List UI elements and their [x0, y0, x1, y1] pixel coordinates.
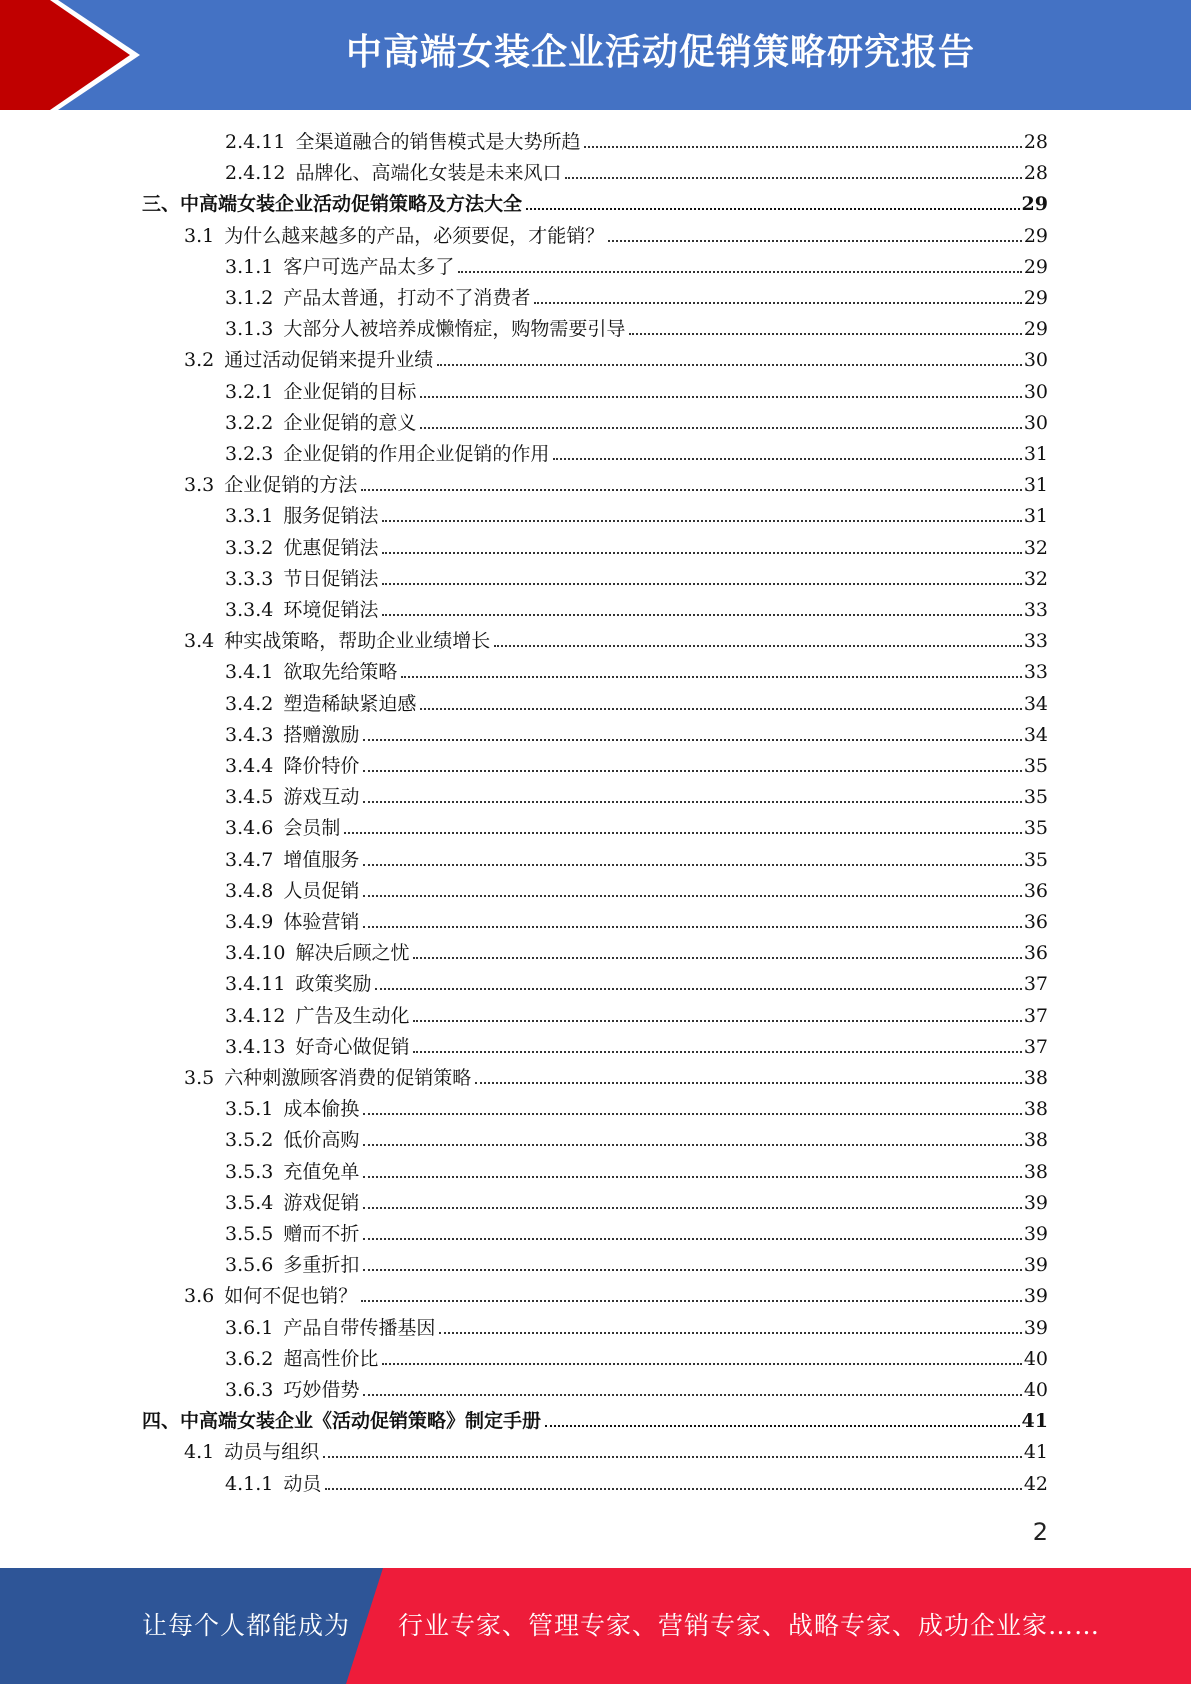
toc-entry[interactable]: [225, 283, 1048, 309]
toc-entry[interactable]: [225, 377, 1048, 403]
toc-entry-page: 29: [1023, 318, 1048, 341]
toc-entry-page: 41: [1021, 1410, 1048, 1433]
toc-entry-number: 3.5.1: [225, 1098, 274, 1121]
toc-entry-title: 中高端女装企业《活动促销策略》制定手册: [180, 1410, 542, 1433]
toc-entry-title: 动员与组织: [224, 1441, 320, 1464]
toc-entry[interactable]: [225, 439, 1048, 465]
toc-entry-page: 35: [1023, 817, 1048, 840]
toc-dot-leader: [363, 739, 1021, 741]
toc-entry-number: 3.5: [184, 1067, 215, 1089]
toc-entry[interactable]: [225, 595, 1048, 621]
toc-entry-page: 39: [1023, 1191, 1048, 1214]
toc-dot-leader: [382, 552, 1021, 554]
toc-entry-number: 3.4.6: [225, 817, 274, 840]
toc-entry-title: 节日促销法: [283, 567, 379, 590]
toc-entry-number: 2.4.11: [225, 131, 286, 153]
toc-dot-leader: [458, 271, 1021, 273]
toc-entry-page: 41: [1023, 1441, 1048, 1464]
toc-entry-page: 33: [1023, 630, 1048, 653]
toc-entry-page: 33: [1023, 599, 1048, 621]
toc-entry-number: 4.1.1: [225, 1472, 274, 1495]
toc-dot-leader: [413, 957, 1021, 959]
toc-entry-number: 3.1: [184, 224, 215, 247]
toc-entry[interactable]: [225, 813, 1048, 839]
toc-entry[interactable]: [225, 1219, 1048, 1245]
toc-entry-number: 3.5.5: [225, 1223, 274, 1245]
toc-entry-number: 3.6.3: [225, 1379, 274, 1401]
toc-entry-number: 3.3.4: [225, 599, 274, 621]
toc-entry-page: 39: [1023, 1223, 1048, 1245]
toc-entry-number: 3.2: [184, 349, 215, 372]
toc-entry-page: 40: [1023, 1379, 1048, 1401]
toc-dot-leader: [545, 1425, 1020, 1427]
toc-dot-leader: [437, 364, 1022, 366]
toc-entry[interactable]: [225, 1188, 1048, 1214]
toc-dot-leader: [420, 708, 1021, 710]
toc-entry-title: 充值免单: [283, 1160, 360, 1183]
toc-entry-page: 32: [1023, 567, 1048, 590]
toc-entry-page: 40: [1023, 1347, 1048, 1370]
toc-entry[interactable]: [184, 1063, 1048, 1089]
toc-entry[interactable]: [225, 564, 1048, 590]
toc-dot-leader: [344, 832, 1021, 834]
toc-entry-number: 3.3.2: [225, 536, 274, 559]
toc-entry-title: 体验营销: [283, 911, 360, 933]
toc-entry[interactable]: [225, 689, 1048, 715]
toc-entry-title: 企业促销的作用企业促销的作用: [283, 443, 550, 465]
toc-entry-title: 降价特价: [283, 755, 360, 777]
toc-entry-number: 3.4.10: [225, 942, 286, 965]
toc-entry-title: 解决后顾之忧: [295, 942, 410, 965]
toc-entry-number: 3.1.1: [225, 255, 274, 278]
toc-entry[interactable]: [184, 1437, 1048, 1463]
toc-entry-page: 37: [1023, 1004, 1048, 1027]
toc-dot-leader: [382, 520, 1021, 522]
toc-entry[interactable]: [184, 1281, 1048, 1307]
toc-dot-leader: [361, 1300, 1022, 1302]
toc-entry[interactable]: [225, 1001, 1048, 1027]
toc-entry-number: 3.4.8: [225, 879, 274, 902]
toc-entry-number: 3.5.4: [225, 1191, 274, 1214]
toc-entry-title: 种实战策略，帮助企业业绩增长: [224, 630, 491, 653]
toc-dot-leader: [439, 1332, 1021, 1334]
toc-entry-number: 3.6.1: [225, 1316, 274, 1339]
footer-slogan-right: 行业专家、管理专家、营销专家、战略专家、成功企业家……: [398, 1611, 1101, 1640]
toc-dot-leader: [382, 1363, 1021, 1365]
toc-entry-page: 35: [1023, 755, 1048, 777]
toc-entry-page: 42: [1023, 1472, 1048, 1495]
toc-entry-title: 成本偷换: [283, 1098, 360, 1121]
toc-entry-title: 品牌化、高端化女装是未来风口: [295, 162, 562, 185]
toc-entry[interactable]: [225, 1313, 1048, 1339]
toc-entry-number: 3.5.2: [225, 1129, 274, 1152]
toc-entry-number: 3.4.9: [225, 911, 274, 933]
toc-entry-page: 39: [1023, 1285, 1048, 1308]
toc-entry-page: 29: [1023, 255, 1048, 278]
toc-entry-page: 30: [1023, 411, 1048, 434]
toc-entry-page: 29: [1023, 224, 1048, 247]
toc-entry-title: 欲取先给策略: [283, 661, 398, 684]
toc-entry-number: 3.3.1: [225, 505, 274, 528]
toc-entry-title: 超高性价比: [283, 1347, 379, 1370]
toc-entry-number: 4.1: [184, 1441, 215, 1464]
toc-entry-title: 人员促销: [283, 879, 360, 902]
toc-entry[interactable]: [225, 907, 1048, 933]
toc-entry[interactable]: [225, 533, 1048, 559]
toc-entry[interactable]: [225, 876, 1048, 902]
toc-dot-leader: [363, 770, 1021, 772]
toc-entry-number: 3.4.1: [225, 661, 274, 684]
toc-entry[interactable]: [142, 1406, 1048, 1432]
toc-entry-page: 38: [1023, 1129, 1048, 1152]
toc-entry-number: 3.2.2: [225, 411, 274, 434]
toc-dot-leader: [534, 302, 1021, 304]
red-arrow-decoration: [0, 0, 160, 110]
page-number: 2: [1032, 1518, 1048, 1546]
toc-entry-page: 29: [1023, 287, 1048, 309]
toc-entry-number: 3.2.3: [225, 443, 274, 465]
toc-entry-page: 28: [1023, 131, 1048, 153]
toc-dot-leader: [323, 1456, 1022, 1458]
toc-entry-page: 35: [1023, 786, 1048, 809]
toc-entry[interactable]: [225, 657, 1048, 683]
toc-dot-leader: [361, 489, 1022, 491]
toc-entry-title: 低价高购: [283, 1129, 360, 1152]
toc-entry-page: 34: [1023, 692, 1048, 715]
toc-entry-title: 增值服务: [283, 848, 360, 871]
toc-entry[interactable]: [225, 1344, 1048, 1370]
toc-entry[interactable]: [225, 1250, 1048, 1276]
toc-dot-leader: [475, 1082, 1022, 1084]
toc-entry-number: 3.4.12: [225, 1004, 286, 1027]
toc-dot-leader: [363, 1144, 1021, 1146]
toc-dot-leader: [413, 1051, 1021, 1053]
toc-entry-page: 28: [1023, 162, 1048, 185]
toc-entry-title: 搭赠激励: [283, 723, 360, 746]
toc-entry-title: 环境促销法: [283, 599, 379, 621]
toc-entry[interactable]: [225, 1032, 1048, 1058]
toc-entry-title: 游戏促销: [283, 1191, 360, 1214]
toc-entry-number: 3.3: [184, 474, 215, 497]
toc-entry[interactable]: [225, 314, 1048, 340]
toc-dot-leader: [420, 427, 1021, 429]
toc-dot-leader: [382, 583, 1021, 585]
toc-entry-title: 塑造稀缺紧迫感: [283, 692, 417, 715]
toc-entry-title: 赠而不折: [283, 1223, 360, 1245]
toc-entry-title: 动员: [283, 1472, 322, 1495]
toc-entry-title: 全渠道融合的销售模式是大势所趋: [295, 131, 581, 153]
toc-dot-leader: [363, 801, 1021, 803]
toc-entry-title: 客户可选产品太多了: [283, 255, 455, 278]
toc-entry-page: 33: [1023, 661, 1048, 684]
toc-entry-page: 35: [1023, 848, 1048, 871]
toc-dot-leader: [363, 1394, 1021, 1396]
toc-entry-number: 3.4.7: [225, 848, 274, 871]
toc-entry-number: 3.6: [184, 1285, 215, 1308]
toc-entry[interactable]: [184, 345, 1048, 371]
toc-entry-title: 中高端女装企业活动促销策略及方法大全: [180, 193, 523, 216]
toc-entry-title: 为什么越来越多的产品，必须要促，才能销？: [224, 224, 605, 247]
toc-entry[interactable]: [184, 470, 1048, 496]
toc-dot-leader: [363, 1269, 1021, 1271]
toc-entry[interactable]: [225, 845, 1048, 871]
toc-entry-number: 3.4.3: [225, 723, 274, 746]
toc-entry[interactable]: [225, 1375, 1048, 1401]
toc-entry-page: 37: [1023, 1035, 1048, 1058]
toc-entry-number: 3.6.2: [225, 1347, 274, 1370]
toc-entry-number: 3.1.3: [225, 318, 274, 341]
toc-dot-leader: [413, 1020, 1021, 1022]
toc-entry-title: 会员制: [283, 817, 341, 840]
toc-entry[interactable]: [225, 158, 1048, 184]
toc-entry-page: 37: [1023, 973, 1048, 996]
toc-dot-leader: [494, 645, 1022, 647]
toc-dot-leader: [363, 1176, 1021, 1178]
toc-entry[interactable]: [225, 938, 1048, 964]
toc-entry[interactable]: [142, 189, 1048, 215]
toc-entry[interactable]: [225, 501, 1048, 527]
toc-entry-title: 产品太普通，打动不了消费者: [283, 287, 531, 309]
toc-entry-number: 3.4.4: [225, 755, 274, 777]
toc-entry-title: 游戏互动: [283, 786, 360, 809]
toc-dot-leader: [363, 895, 1021, 897]
toc-entry-page: 30: [1023, 380, 1048, 403]
toc-entry-page: 36: [1023, 942, 1048, 965]
toc-entry-title: 产品自带传播基因: [283, 1316, 436, 1339]
toc-entry-page: 34: [1023, 723, 1048, 746]
toc-entry-page: 36: [1023, 879, 1048, 902]
toc-entry-page: 38: [1023, 1160, 1048, 1183]
toc-entry-page: 31: [1023, 474, 1048, 497]
toc-entry-number: 四、: [142, 1410, 181, 1433]
toc-entry-page: 30: [1023, 349, 1048, 372]
toc-entry-page: 31: [1023, 443, 1048, 465]
toc-dot-leader: [363, 1238, 1021, 1240]
toc-entry[interactable]: [225, 127, 1048, 153]
toc-entry-title: 企业促销的方法: [224, 474, 358, 497]
toc-entry-number: 3.4.11: [225, 973, 286, 996]
toc-dot-leader: [420, 396, 1021, 398]
toc-entry-title: 多重折扣: [283, 1254, 360, 1277]
toc-entry-number: 3.4: [184, 630, 215, 653]
toc-entry-page: 32: [1023, 536, 1048, 559]
toc-entry-title: 服务促销法: [283, 505, 379, 528]
toc-entry-number: 3.3.3: [225, 567, 274, 590]
footer-banner: [0, 1568, 1191, 1684]
toc-entry-page: 39: [1023, 1316, 1048, 1339]
toc-entry-page: 31: [1023, 505, 1048, 528]
toc-entry-number: 3.4.2: [225, 692, 274, 715]
toc-entry-number: 3.5.3: [225, 1160, 274, 1183]
toc-entry-title: 企业促销的意义: [283, 411, 417, 434]
toc-entry-title: 广告及生动化: [295, 1004, 410, 1027]
toc-entry[interactable]: [225, 751, 1048, 777]
toc-entry-number: 三、: [142, 193, 181, 216]
header-banner: [0, 0, 1191, 110]
toc-dot-leader: [363, 864, 1021, 866]
toc-entry-number: 3.4.5: [225, 786, 274, 809]
toc-entry[interactable]: [225, 969, 1048, 995]
toc-entry-number: 2.4.12: [225, 162, 286, 185]
toc-entry-title: 通过活动促销来提升业绩: [224, 349, 434, 372]
toc-dot-leader: [382, 614, 1021, 616]
toc-entry-page: 36: [1023, 911, 1048, 933]
toc-dot-leader: [565, 177, 1021, 179]
toc-entry-number: 3.4.13: [225, 1035, 286, 1058]
toc-entry-page: 39: [1023, 1254, 1048, 1277]
toc-entry[interactable]: [184, 626, 1048, 652]
toc-entry[interactable]: [225, 252, 1048, 278]
toc-entry-title: 如何不促也销？: [224, 1285, 358, 1308]
toc-dot-leader: [526, 208, 1020, 210]
toc-dot-leader: [608, 240, 1022, 242]
toc-dot-leader: [363, 1113, 1021, 1115]
toc-entry-title: 政策奖励: [295, 973, 372, 996]
toc-entry-title: 巧妙借势: [283, 1379, 360, 1401]
toc-entry[interactable]: [225, 782, 1048, 808]
toc-dot-leader: [363, 1207, 1021, 1209]
toc-entry-number: 3.5.6: [225, 1254, 274, 1277]
toc-entry-number: 3.1.2: [225, 287, 274, 309]
toc-dot-leader: [629, 333, 1021, 335]
toc-dot-leader: [584, 146, 1021, 148]
toc-entry-page: 29: [1021, 193, 1048, 216]
toc-entry-title: 大部分人被培养成懒惰症，购物需要引导: [283, 318, 626, 341]
toc-entry-title: 六种刺激顾客消费的促销策略: [224, 1067, 472, 1089]
toc-entry-number: 3.2.1: [225, 380, 274, 403]
toc-dot-leader: [325, 1488, 1021, 1490]
toc-entry[interactable]: [225, 1094, 1048, 1120]
toc-dot-leader: [375, 988, 1021, 990]
toc-dot-leader: [401, 676, 1021, 678]
toc-entry-title: 优惠促销法: [283, 536, 379, 559]
toc-entry-title: 好奇心做促销: [295, 1035, 410, 1058]
toc-dot-leader: [553, 458, 1021, 460]
toc-entry-title: 企业促销的目标: [283, 380, 417, 403]
toc-entry-page: 38: [1023, 1098, 1048, 1121]
toc-entry[interactable]: [225, 408, 1048, 434]
document-title: 中高端女装企业活动促销策略研究报告: [345, 32, 975, 73]
footer-slogan-left: 让每个人都能成为: [142, 1611, 351, 1640]
toc-entry[interactable]: [225, 1125, 1048, 1151]
toc-entry[interactable]: [184, 221, 1048, 247]
toc-entry[interactable]: [225, 1157, 1048, 1183]
toc-entry[interactable]: [225, 1469, 1048, 1495]
toc-entry[interactable]: [225, 720, 1048, 746]
toc-entry-page: 38: [1023, 1067, 1048, 1089]
toc-dot-leader: [363, 926, 1021, 928]
